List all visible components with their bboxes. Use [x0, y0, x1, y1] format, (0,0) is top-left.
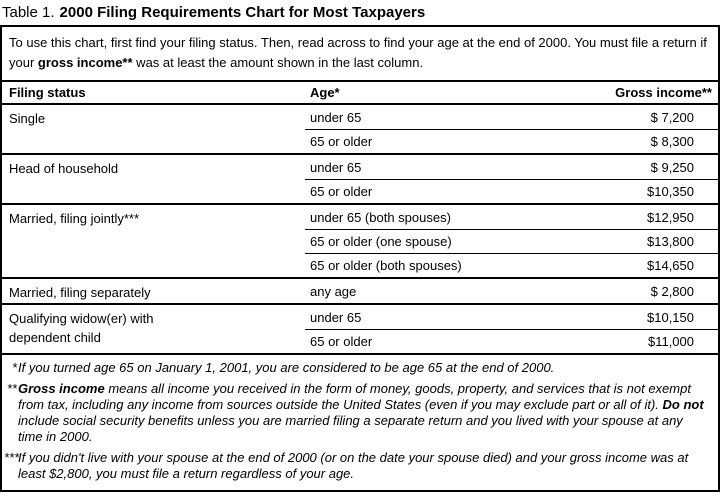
footnote-age-65 — [4, 360, 704, 376]
intro-text-after: was at least the amount shown in the last column. — [132, 55, 424, 70]
table-row — [305, 129, 718, 153]
table-row — [305, 229, 718, 253]
footnote-text: means all income you received in the form of money, goods, property, and services that is not exempt from tax, including any income from sources outside the United States (even if you may exclude part or all of it). — [18, 381, 691, 412]
column-header-gross-income: Gross income** — [615, 85, 712, 100]
age-cell: any age — [310, 283, 357, 299]
table-row — [305, 179, 718, 203]
intro-paragraph — [2, 27, 718, 82]
footnote-text: If you didn't live with your spouse at the end of 2000 (or on the date your spouse died) and your gross income was at least $2,800, you must file a return regardless of your age. — [18, 450, 689, 481]
filing-status-label: Head of household — [9, 161, 119, 176]
filing-status-label: Married, filing jointly*** — [9, 211, 140, 226]
income-cell: $11,000 — [647, 334, 694, 349]
table-row — [305, 205, 718, 229]
table-title — [0, 0, 721, 22]
filing-status-cell — [2, 305, 305, 353]
group-qualifying-widower — [2, 305, 718, 355]
table-number: Table 1. — [2, 4, 55, 21]
group-married-filing-jointly — [2, 205, 718, 279]
filing-status-cell — [2, 205, 305, 277]
income-cell: $ 7,200 — [650, 109, 694, 125]
table-row — [305, 279, 718, 303]
column-header-filing-status: Filing status — [9, 85, 86, 100]
group-married-filing-separately — [2, 279, 718, 305]
group-rows — [305, 305, 718, 353]
age-cell: 65 or older (both spouses) — [310, 258, 462, 273]
footnote-text: If you turned age 65 on January 1, 2001, you are considered to be age 65 at the end of 2000. — [18, 360, 555, 375]
age-cell: under 65 — [310, 109, 362, 125]
age-cell: 65 or older (one spouse) — [310, 234, 452, 249]
filing-status-label: Qualifying widow(er) with dependent child — [9, 311, 154, 345]
income-cell: $10,150 — [647, 309, 694, 325]
income-cell: $10,350 — [647, 184, 694, 199]
income-cell: $ 2,800 — [650, 283, 694, 299]
intro-text-before: To use this chart, first find your filing status. Then, read across to find your age at the end of 2000. You must file a return if your — [9, 35, 707, 70]
footnote-text: include social security benefits unless you are married filing a separate return and you lived with your spouse at any time in 2000. — [18, 413, 683, 444]
filing-status-cell — [2, 155, 305, 203]
footnote-spouse — [4, 450, 704, 482]
age-cell: under 65 — [310, 309, 362, 325]
table-row — [305, 105, 718, 129]
group-rows — [305, 155, 718, 203]
filing-status-cell — [2, 279, 305, 303]
footnote-marker: *** — [4, 450, 20, 465]
filing-status-label: Married, filing separately — [9, 285, 151, 300]
table-row — [305, 305, 718, 329]
income-cell: $14,650 — [647, 258, 694, 273]
filing-status-cell — [2, 105, 305, 153]
footnote-bold-do-not: Do not — [662, 397, 704, 412]
filing-requirements-chart — [0, 25, 720, 492]
footnote-marker: * — [11, 360, 17, 375]
group-rows — [305, 279, 718, 303]
age-cell: 65 or older — [310, 134, 373, 149]
age-cell: under 65 — [310, 159, 362, 175]
table-header-row — [2, 82, 718, 105]
table-row — [305, 155, 718, 179]
group-rows — [305, 105, 718, 153]
income-cell: $ 8,300 — [650, 134, 694, 149]
footnote-bold-gross-income: Gross income — [18, 381, 105, 396]
table-title-text: 2000 Filing Requirements Chart for Most Taxpayers — [59, 4, 426, 21]
age-cell: 65 or older — [310, 184, 373, 199]
footnote-marker: ** — [6, 381, 17, 396]
table-row — [305, 253, 718, 277]
group-single — [2, 105, 718, 155]
filing-status-label: Single — [9, 111, 46, 126]
group-rows — [305, 205, 718, 277]
income-cell: $13,800 — [647, 234, 694, 249]
footnotes-section — [2, 355, 718, 490]
age-cell: 65 or older — [310, 334, 373, 349]
table-row — [305, 329, 718, 353]
age-cell: under 65 (both spouses) — [310, 209, 451, 225]
intro-text-bold: gross income** — [37, 55, 133, 70]
footnote-gross-income — [4, 381, 704, 445]
column-header-age: Age* — [310, 85, 340, 100]
income-cell: $ 9,250 — [650, 159, 694, 175]
income-cell: $12,950 — [647, 209, 694, 225]
group-head-of-household — [2, 155, 718, 205]
